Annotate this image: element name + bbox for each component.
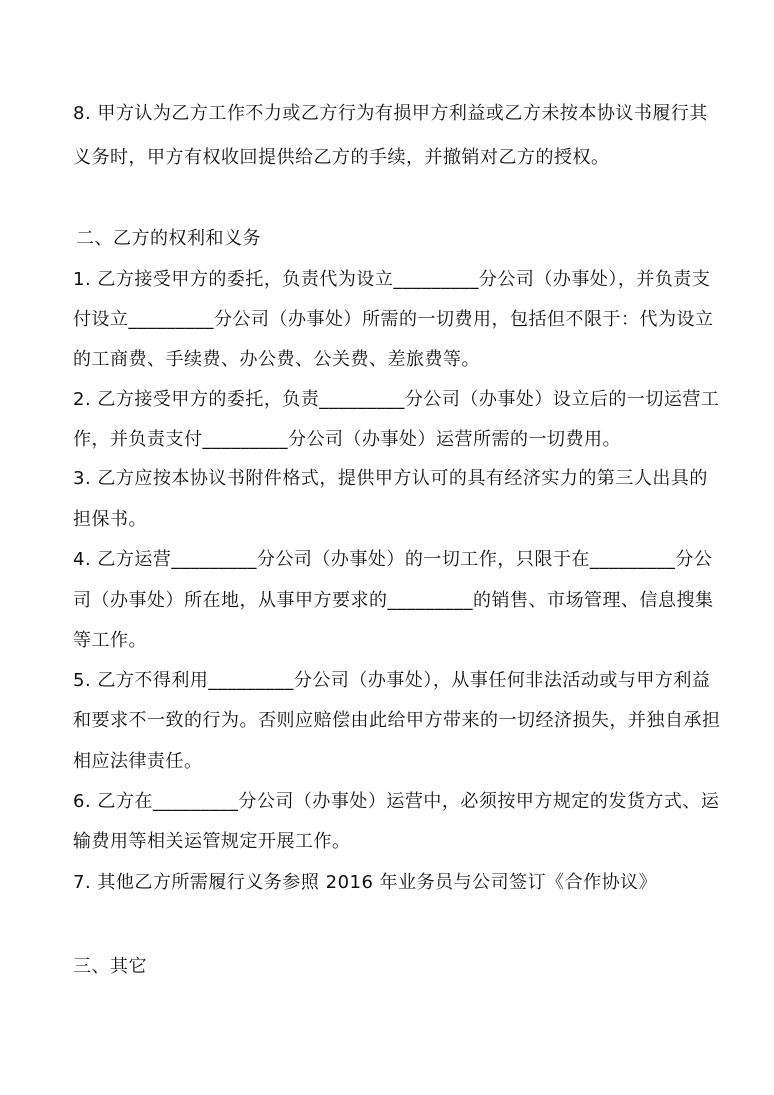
clause-2-line-1: 2. 乙方接受甲方的委托，负责_________分公司（办事处）设立后的一切运营工 [73,389,720,410]
clause-5-line-3: 相应法律责任。 [73,751,203,772]
section-heading-3: 三、其它 [73,956,147,977]
clause-7-line-1: 7. 其他乙方所需履行义务参照 2016 年业务员与公司签订《合作协议》 [73,872,658,893]
clause-4-line-2: 司（办事处）所在地，从事甲方要求的_________的销售、市场管理、信息搜集 [73,590,714,611]
section-heading-2: 二、乙方的权利和义务 [76,228,261,249]
clause-5-line-1: 5. 乙方不得利用_________分公司（办事处），从事任何非法活动或与甲方利益 [73,670,711,691]
clause-3-line-1: 3. 乙方应按本协议书附件格式，提供甲方认可的具有经济实力的第三人出具的 [73,468,708,489]
clause-6-line-1: 6. 乙方在_________分公司（办事处）运营中，必须按甲方规定的发货方式、运 [73,791,720,812]
clause-5-line-2: 和要求不一致的行为。否则应赔偿由此给甲方带来的一切经济损失，并独自承担 [73,710,721,731]
clause-6-line-2: 输费用等相关运管规定开展工作。 [73,831,351,852]
clause-8-line-1: 8. 甲方认为乙方工作不力或乙方行为有损甲方利益或乙方未按本协议书履行其 [73,103,708,124]
clause-1-line-2: 付设立_________分公司（办事处）所需的一切费用，包括但不限于：代为设立 [73,309,714,330]
clause-1-line-3: 的工商费、手续费、办公费、公关费、差旅费等。 [73,349,480,370]
clause-1-line-1: 1. 乙方接受甲方的委托，负责代为设立_________分公司（办事处），并负责支 [73,269,711,290]
clause-8-line-2: 义务时，甲方有权收回提供给乙方的手续，并撤销对乙方的授权。 [73,147,610,168]
clause-2-line-2: 作，并负责支付_________分公司（办事处）运营所需的一切费用。 [73,429,621,450]
clause-3-line-2: 担保书。 [73,509,147,530]
clause-4-line-1: 4. 乙方运营_________分公司（办事处）的一切工作，只限于在_________分公 [73,549,713,570]
clause-4-line-3: 等工作。 [73,630,147,651]
